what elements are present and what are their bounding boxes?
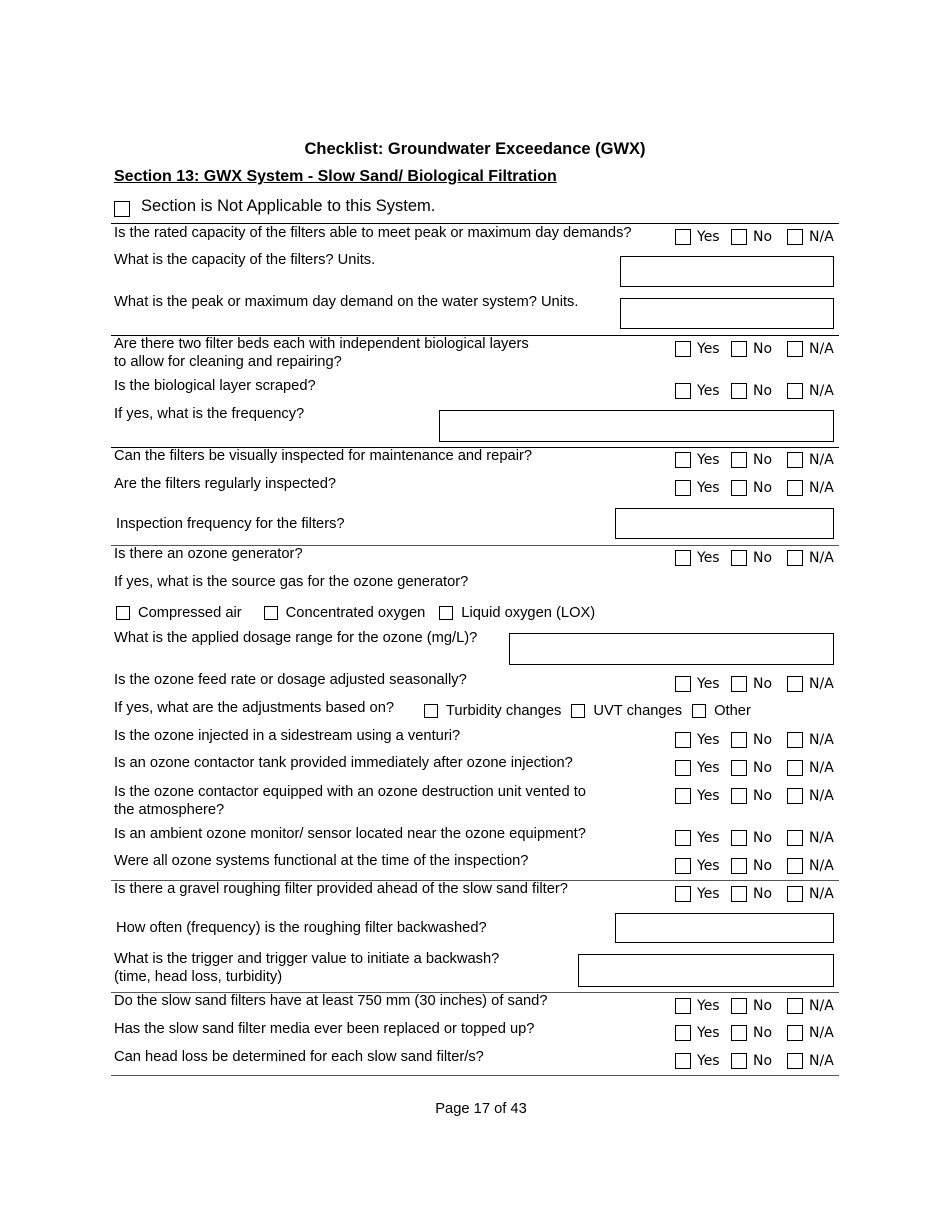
adjustment-checkbox[interactable] bbox=[692, 704, 706, 718]
no-checkbox[interactable] bbox=[731, 383, 747, 399]
no-checkbox[interactable] bbox=[731, 229, 747, 245]
no-checkbox[interactable] bbox=[731, 1025, 747, 1041]
yes-no-na-group bbox=[675, 886, 840, 904]
yes-checkbox[interactable] bbox=[675, 452, 691, 468]
yes-checkbox[interactable] bbox=[675, 229, 691, 245]
question-text: Are the filters regularly inspected? bbox=[114, 476, 337, 492]
yes-option[interactable]: Yes bbox=[675, 760, 720, 776]
adjustment-options bbox=[424, 703, 769, 719]
no-checkbox[interactable] bbox=[731, 452, 747, 468]
na-checkbox[interactable] bbox=[787, 788, 803, 804]
yes-option[interactable]: Yes bbox=[675, 998, 720, 1014]
source-gas-option[interactable]: Compressed air bbox=[116, 605, 242, 621]
no-option[interactable]: No bbox=[731, 760, 772, 776]
source-gas-checkbox[interactable] bbox=[264, 606, 278, 620]
divider bbox=[111, 1075, 839, 1076]
no-checkbox[interactable] bbox=[731, 760, 747, 776]
yes-checkbox[interactable] bbox=[675, 550, 691, 566]
yes-no-na-group bbox=[675, 858, 840, 876]
source-gas-checkbox[interactable] bbox=[116, 606, 130, 620]
yes-no-na-group bbox=[675, 341, 840, 359]
na-option[interactable]: N/A bbox=[787, 452, 834, 468]
yes-checkbox[interactable] bbox=[675, 998, 691, 1014]
na-checkbox[interactable] bbox=[787, 1025, 803, 1041]
peak-demand-field[interactable] bbox=[620, 298, 834, 329]
na-option[interactable]: N/A bbox=[787, 383, 834, 399]
yes-option[interactable]: Yes bbox=[675, 480, 720, 496]
source-gas-option[interactable]: Concentrated oxygen bbox=[264, 605, 426, 621]
yes-option[interactable]: Yes bbox=[675, 676, 720, 692]
na-option[interactable]: N/A bbox=[787, 550, 834, 566]
filter-capacity-field[interactable] bbox=[620, 256, 834, 287]
not-applicable-row[interactable] bbox=[114, 196, 435, 217]
na-option[interactable]: N/A bbox=[787, 788, 834, 804]
yes-no-na-group bbox=[675, 229, 840, 247]
na-option[interactable]: N/A bbox=[787, 1053, 834, 1069]
yes-option[interactable]: Yes bbox=[675, 788, 720, 804]
no-option[interactable]: No bbox=[731, 788, 772, 804]
na-checkbox[interactable] bbox=[787, 676, 803, 692]
no-option[interactable]: No bbox=[731, 732, 772, 748]
yes-option[interactable]: Yes bbox=[675, 1025, 720, 1041]
question-text: If yes, what are the adjustments based on? bbox=[114, 700, 395, 716]
na-option[interactable]: N/A bbox=[787, 341, 834, 357]
question-text: What is the peak or maximum day demand on the water system? Units. bbox=[114, 294, 579, 310]
no-checkbox[interactable] bbox=[731, 830, 747, 846]
page-title: Checklist: Groundwater Exceedance (GWX) bbox=[304, 140, 646, 158]
na-checkbox[interactable] bbox=[787, 550, 803, 566]
no-option[interactable]: No bbox=[731, 830, 772, 846]
question-text: Is the rated capacity of the filters able to meet peak or maximum day demands? bbox=[114, 225, 632, 241]
question-text: Is an ozone contactor tank provided immediately after ozone injection? bbox=[114, 755, 573, 771]
question-text: Inspection frequency for the filters? bbox=[116, 516, 345, 532]
question-text: Can head loss be determined for each slow sand filter/s? bbox=[114, 1049, 484, 1065]
question-text: Do the slow sand filters have at least 750 mm (30 inches) of sand? bbox=[114, 993, 548, 1009]
na-option[interactable]: N/A bbox=[787, 676, 834, 692]
na-checkbox[interactable] bbox=[787, 480, 803, 496]
yes-no-na-group bbox=[675, 480, 840, 498]
yes-checkbox[interactable] bbox=[675, 788, 691, 804]
na-checkbox[interactable] bbox=[787, 452, 803, 468]
no-checkbox[interactable] bbox=[731, 886, 747, 902]
not-applicable-label: Section is Not Applicable to this System. bbox=[141, 197, 436, 215]
na-option[interactable]: N/A bbox=[787, 858, 834, 874]
question-text: What is the applied dosage range for the ozone (mg/L)? bbox=[114, 630, 478, 646]
adjustment-option[interactable]: UVT changes bbox=[571, 703, 682, 719]
na-checkbox[interactable] bbox=[787, 732, 803, 748]
question-text: Is an ambient ozone monitor/ sensor located near the ozone equipment? bbox=[114, 826, 586, 842]
na-checkbox[interactable] bbox=[787, 1053, 803, 1069]
no-option[interactable]: No bbox=[731, 480, 772, 496]
not-applicable-checkbox[interactable] bbox=[114, 201, 130, 217]
yes-option[interactable]: Yes bbox=[675, 550, 720, 566]
yes-checkbox[interactable] bbox=[675, 383, 691, 399]
yes-option[interactable]: Yes bbox=[675, 341, 720, 357]
no-checkbox[interactable] bbox=[731, 341, 747, 357]
question-text: How often (frequency) is the roughing filter backwashed? bbox=[116, 920, 487, 936]
na-checkbox[interactable] bbox=[787, 229, 803, 245]
yes-checkbox[interactable] bbox=[675, 858, 691, 874]
section-heading: Section 13: GWX System - Slow Sand/ Biological Filtration bbox=[114, 168, 557, 185]
adjustment-option[interactable]: Other bbox=[692, 703, 751, 719]
no-option[interactable]: No bbox=[731, 998, 772, 1014]
na-checkbox[interactable] bbox=[787, 886, 803, 902]
yes-checkbox[interactable] bbox=[675, 886, 691, 902]
question-text: the atmosphere? bbox=[114, 802, 225, 818]
no-checkbox[interactable] bbox=[731, 858, 747, 874]
adjustment-checkbox[interactable] bbox=[424, 704, 438, 718]
yes-checkbox[interactable] bbox=[675, 480, 691, 496]
no-option[interactable]: No bbox=[731, 452, 772, 468]
yes-option[interactable]: Yes bbox=[675, 383, 720, 399]
na-checkbox[interactable] bbox=[787, 830, 803, 846]
no-checkbox[interactable] bbox=[731, 1053, 747, 1069]
backwash-trigger-field[interactable] bbox=[578, 954, 834, 987]
adjustment-option[interactable]: Turbidity changes bbox=[424, 703, 561, 719]
yes-checkbox[interactable] bbox=[675, 1053, 691, 1069]
question-text: Are there two filter beds each with independent biological layers bbox=[114, 336, 529, 352]
yes-no-na-group bbox=[675, 830, 840, 848]
question-text: Is the ozone injected in a sidestream using a venturi? bbox=[114, 728, 461, 744]
question-text: Is the ozone contactor equipped with an ozone destruction unit vented to bbox=[114, 784, 586, 800]
yes-option[interactable]: Yes bbox=[675, 452, 720, 468]
yes-no-na-group bbox=[675, 732, 840, 750]
question-text: What is the trigger and trigger value to initiate a backwash? bbox=[114, 951, 500, 967]
question-text: If yes, what is the source gas for the ozone generator? bbox=[114, 574, 469, 590]
yes-checkbox[interactable] bbox=[675, 1025, 691, 1041]
question-text: to allow for cleaning and repairing? bbox=[114, 354, 342, 370]
question-text: What is the capacity of the filters? Units. bbox=[114, 252, 376, 268]
ozone-dosage-field[interactable] bbox=[509, 633, 834, 665]
na-checkbox[interactable] bbox=[787, 760, 803, 776]
adjustment-checkbox[interactable] bbox=[571, 704, 585, 718]
no-option[interactable]: No bbox=[731, 1025, 772, 1041]
backwash-frequency-field[interactable] bbox=[615, 913, 834, 943]
yes-no-na-group bbox=[675, 676, 840, 694]
yes-no-na-group bbox=[675, 1053, 840, 1071]
no-option[interactable]: No bbox=[731, 1053, 772, 1069]
question-text: Can the filters be visually inspected for maintenance and repair? bbox=[114, 448, 533, 464]
na-option[interactable]: N/A bbox=[787, 1025, 834, 1041]
page-number: Page 17 of 43 bbox=[435, 1101, 527, 1117]
no-option[interactable]: No bbox=[731, 886, 772, 902]
yes-option[interactable]: Yes bbox=[675, 229, 720, 245]
scraping-frequency-field[interactable] bbox=[439, 410, 834, 442]
no-checkbox[interactable] bbox=[731, 732, 747, 748]
yes-no-na-group bbox=[675, 452, 840, 470]
no-checkbox[interactable] bbox=[731, 480, 747, 496]
yes-no-na-group bbox=[675, 760, 840, 778]
yes-option[interactable]: Yes bbox=[675, 886, 720, 902]
question-text: (time, head loss, turbidity) bbox=[114, 969, 283, 985]
na-option[interactable]: N/A bbox=[787, 480, 834, 496]
source-gas-options bbox=[116, 605, 613, 621]
no-checkbox[interactable] bbox=[731, 550, 747, 566]
na-option[interactable]: N/A bbox=[787, 998, 834, 1014]
yes-option[interactable]: Yes bbox=[675, 830, 720, 846]
question-text: Has the slow sand filter media ever been replaced or topped up? bbox=[114, 1021, 535, 1037]
divider bbox=[111, 223, 839, 224]
no-option[interactable]: No bbox=[731, 550, 772, 566]
na-option[interactable]: N/A bbox=[787, 732, 834, 748]
yes-checkbox[interactable] bbox=[675, 830, 691, 846]
yes-option[interactable]: Yes bbox=[675, 1053, 720, 1069]
question-text: If yes, what is the frequency? bbox=[114, 406, 305, 422]
question-text: Were all ozone systems functional at the time of the inspection? bbox=[114, 853, 529, 869]
yes-checkbox[interactable] bbox=[675, 760, 691, 776]
na-option[interactable]: N/A bbox=[787, 760, 834, 776]
na-option[interactable]: N/A bbox=[787, 886, 834, 902]
yes-checkbox[interactable] bbox=[675, 341, 691, 357]
no-option[interactable]: No bbox=[731, 858, 772, 874]
na-checkbox[interactable] bbox=[787, 341, 803, 357]
inspection-frequency-field[interactable] bbox=[615, 508, 834, 539]
yes-checkbox[interactable] bbox=[675, 732, 691, 748]
source-gas-checkbox[interactable] bbox=[439, 606, 453, 620]
yes-no-na-group bbox=[675, 550, 840, 568]
yes-checkbox[interactable] bbox=[675, 676, 691, 692]
source-gas-option[interactable]: Liquid oxygen (LOX) bbox=[439, 605, 595, 621]
no-checkbox[interactable] bbox=[731, 676, 747, 692]
yes-no-na-group bbox=[675, 998, 840, 1016]
yes-no-na-group bbox=[675, 788, 840, 806]
question-text: Is the ozone feed rate or dosage adjusted seasonally? bbox=[114, 672, 467, 688]
no-option[interactable]: No bbox=[731, 676, 772, 692]
yes-no-na-group bbox=[675, 1025, 840, 1043]
yes-option[interactable]: Yes bbox=[675, 732, 720, 748]
na-option[interactable]: N/A bbox=[787, 229, 834, 245]
na-checkbox[interactable] bbox=[787, 858, 803, 874]
yes-option[interactable]: Yes bbox=[675, 858, 720, 874]
na-option[interactable]: N/A bbox=[787, 830, 834, 846]
yes-no-na-group bbox=[675, 383, 840, 401]
na-checkbox[interactable] bbox=[787, 998, 803, 1014]
no-checkbox[interactable] bbox=[731, 788, 747, 804]
no-option[interactable]: No bbox=[731, 229, 772, 245]
na-checkbox[interactable] bbox=[787, 383, 803, 399]
question-text: Is there a gravel roughing filter provided ahead of the slow sand filter? bbox=[114, 881, 568, 897]
question-text: Is the biological layer scraped? bbox=[114, 378, 316, 394]
question-text: Is there an ozone generator? bbox=[114, 546, 303, 562]
no-checkbox[interactable] bbox=[731, 998, 747, 1014]
no-option[interactable]: No bbox=[731, 341, 772, 357]
no-option[interactable]: No bbox=[731, 383, 772, 399]
